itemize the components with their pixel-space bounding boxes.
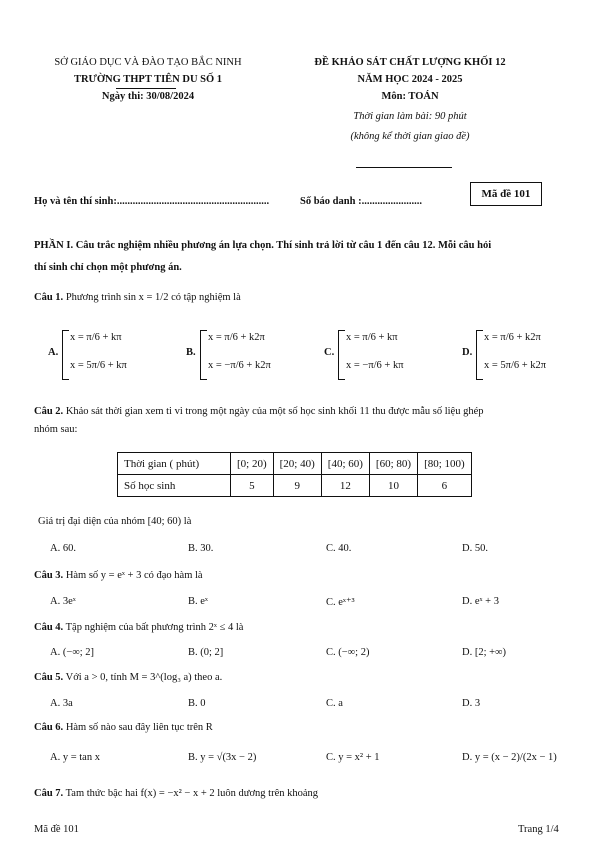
question-4-label: Câu 4. bbox=[34, 622, 64, 633]
table-cell-count: 6 bbox=[418, 475, 472, 497]
duration: Thời gian làm bài: 90 phút bbox=[353, 111, 467, 122]
q1-option-c-letter: C. bbox=[324, 347, 335, 358]
q4-option-c[interactable]: C. (−∞; 2) bbox=[326, 647, 370, 658]
student-name-field: Họ và tên thí sinh:.......................................................... bbox=[34, 196, 270, 207]
q1-option-c-line1: x = π/6 + kπ bbox=[346, 332, 398, 343]
q5-option-d[interactable]: D. 3 bbox=[462, 698, 481, 709]
question-3-text: Hàm số y = eˣ + 3 có đạo hàm là bbox=[65, 570, 203, 581]
question-6-label: Câu 6. bbox=[34, 722, 64, 733]
q5-option-b[interactable]: B. 0 bbox=[188, 698, 206, 709]
header-right bbox=[290, 54, 530, 145]
table-cell-count: 5 bbox=[231, 475, 274, 497]
department-name: SỞ GIÁO DỤC VÀ ĐÀO TẠO BẮC NINH bbox=[54, 57, 242, 68]
q1-option-a-line1: x = π/6 + kπ bbox=[70, 332, 122, 343]
question-7 bbox=[34, 788, 318, 799]
table-header-count: Số học sinh bbox=[118, 475, 231, 497]
question-3-label: Câu 3. bbox=[34, 570, 64, 581]
table-cell-group: [20; 40) bbox=[273, 453, 321, 475]
q1-option-b-line2: x = −π/6 + k2π bbox=[208, 360, 271, 371]
table-row bbox=[118, 475, 472, 497]
q2-option-d[interactable]: D. 50. bbox=[462, 543, 488, 554]
frequency-table bbox=[117, 452, 472, 497]
q3-option-b[interactable]: B. eˣ bbox=[188, 596, 208, 607]
question-5-label: Câu 5. bbox=[34, 672, 64, 683]
header-left bbox=[28, 54, 268, 105]
question-6-text: Hàm số nào sau đây liên tục trên R bbox=[65, 722, 213, 733]
q1-option-b-line1: x = π/6 + k2π bbox=[208, 332, 265, 343]
q6-option-c[interactable]: C. y = x² + 1 bbox=[326, 752, 380, 763]
q2-option-c[interactable]: C. 40. bbox=[326, 543, 352, 554]
question-7-text: Tam thức bậc hai f(x) = −x² − x + 2 luôn dương trên khoảng bbox=[65, 788, 319, 799]
q3-option-a[interactable]: A. 3eˣ bbox=[50, 596, 76, 607]
q6-option-b[interactable]: B. y = √(3x − 2) bbox=[188, 752, 257, 763]
question-1 bbox=[34, 292, 241, 303]
q1-option-a-line2: x = 5π/6 + kπ bbox=[70, 360, 127, 371]
q4-option-a[interactable]: A. (−∞; 2] bbox=[50, 647, 95, 658]
table-cell-group: [60; 80) bbox=[369, 453, 417, 475]
table-row bbox=[118, 453, 472, 475]
table-cell-count: 9 bbox=[273, 475, 321, 497]
question-2-label: Câu 2. bbox=[34, 406, 64, 417]
question-2 bbox=[34, 406, 484, 417]
q1-option-d-line1: x = π/6 + k2π bbox=[484, 332, 541, 343]
question-5 bbox=[34, 672, 222, 683]
question-7-label: Câu 7. bbox=[34, 788, 64, 799]
footer-page-number: Trang 1/4 bbox=[518, 824, 559, 835]
table-cell-count: 10 bbox=[369, 475, 417, 497]
q5-option-c[interactable]: C. a bbox=[326, 698, 343, 709]
q6-option-a[interactable]: A. y = tan x bbox=[50, 752, 100, 763]
question-2-text-cont: nhóm sau: bbox=[34, 424, 78, 435]
table-cell-group: [0; 20) bbox=[231, 453, 274, 475]
q1-option-d-letter: D. bbox=[462, 347, 473, 358]
student-id-field: Số báo danh :....................... bbox=[300, 196, 422, 207]
exam-code-box: Mã đề 101 bbox=[470, 182, 542, 206]
school-underline bbox=[116, 88, 176, 89]
q3-option-d[interactable]: D. eˣ + 3 bbox=[462, 596, 499, 607]
q2-option-b[interactable]: B. 30. bbox=[188, 543, 214, 554]
question-4-text: Tập nghiệm của bất phương trình 2ˣ ≤ 4 là bbox=[65, 622, 244, 633]
q3-option-c[interactable]: C. eˣ⁺³ bbox=[326, 597, 355, 608]
q1-option-c-line2: x = −π/6 + kπ bbox=[346, 360, 404, 371]
table-cell-group: [80; 100) bbox=[418, 453, 472, 475]
school-year: NĂM HỌC 2024 - 2025 bbox=[357, 74, 463, 85]
school-name: TRƯỜNG THPT TIÊN DU SỐ 1 bbox=[73, 74, 223, 85]
question-3 bbox=[34, 570, 203, 581]
q5-option-a[interactable]: A. 3a bbox=[50, 698, 73, 709]
table-cell-count: 12 bbox=[321, 475, 369, 497]
question-4 bbox=[34, 622, 243, 633]
q1-option-a-letter: A. bbox=[48, 347, 59, 358]
exam-title: ĐỀ KHẢO SÁT CHẤT LƯỢNG KHỐI 12 bbox=[314, 57, 506, 68]
table-header-time: Thời gian ( phút) bbox=[118, 453, 231, 475]
q1-option-d-line2: x = 5π/6 + k2π bbox=[484, 360, 547, 371]
question-2-text: Khảo sát thời gian xem ti vi trong một ngày của một số học sinh khối 11 thu được mẫu số liệu ghép bbox=[65, 406, 484, 417]
title-underline bbox=[356, 167, 452, 168]
duration-note: (không kể thời gian giao đề) bbox=[350, 131, 470, 142]
question-1-text: Phương trình sin x = 1/2 có tập nghiệm là bbox=[65, 292, 241, 303]
q1-option-b-letter: B. bbox=[186, 347, 196, 358]
subject: Môn: TOÁN bbox=[381, 91, 439, 102]
question-1-label: Câu 1. bbox=[34, 292, 64, 303]
footer-exam-code: Mã đề 101 bbox=[34, 824, 79, 835]
question-6 bbox=[34, 722, 213, 733]
q2-option-a[interactable]: A. 60. bbox=[50, 543, 76, 554]
question-5-text: Với a > 0, tính M = 3^(log₃ a) theo a. bbox=[65, 672, 223, 683]
q6-option-d[interactable]: D. y = (x − 2)/(2x − 1) bbox=[462, 752, 557, 763]
exam-date: Ngày thi: 30/08/2024 bbox=[101, 91, 195, 102]
q4-option-b[interactable]: B. (0; 2] bbox=[188, 647, 224, 658]
q4-option-d[interactable]: D. [2; +∞) bbox=[462, 647, 507, 658]
part1-heading-cont: thí sinh chỉ chọn một phương án. bbox=[34, 262, 182, 273]
table-cell-group: [40; 60) bbox=[321, 453, 369, 475]
part1-heading: PHẦN I. Câu trắc nghiệm nhiều phương án lựa chọn. Thí sinh trả lời từ câu 1 đến câu 12. Mỗi câu hỏi bbox=[34, 240, 492, 251]
question-2-subquestion: Giá trị đại diện của nhóm [40; 60) là bbox=[38, 516, 192, 527]
